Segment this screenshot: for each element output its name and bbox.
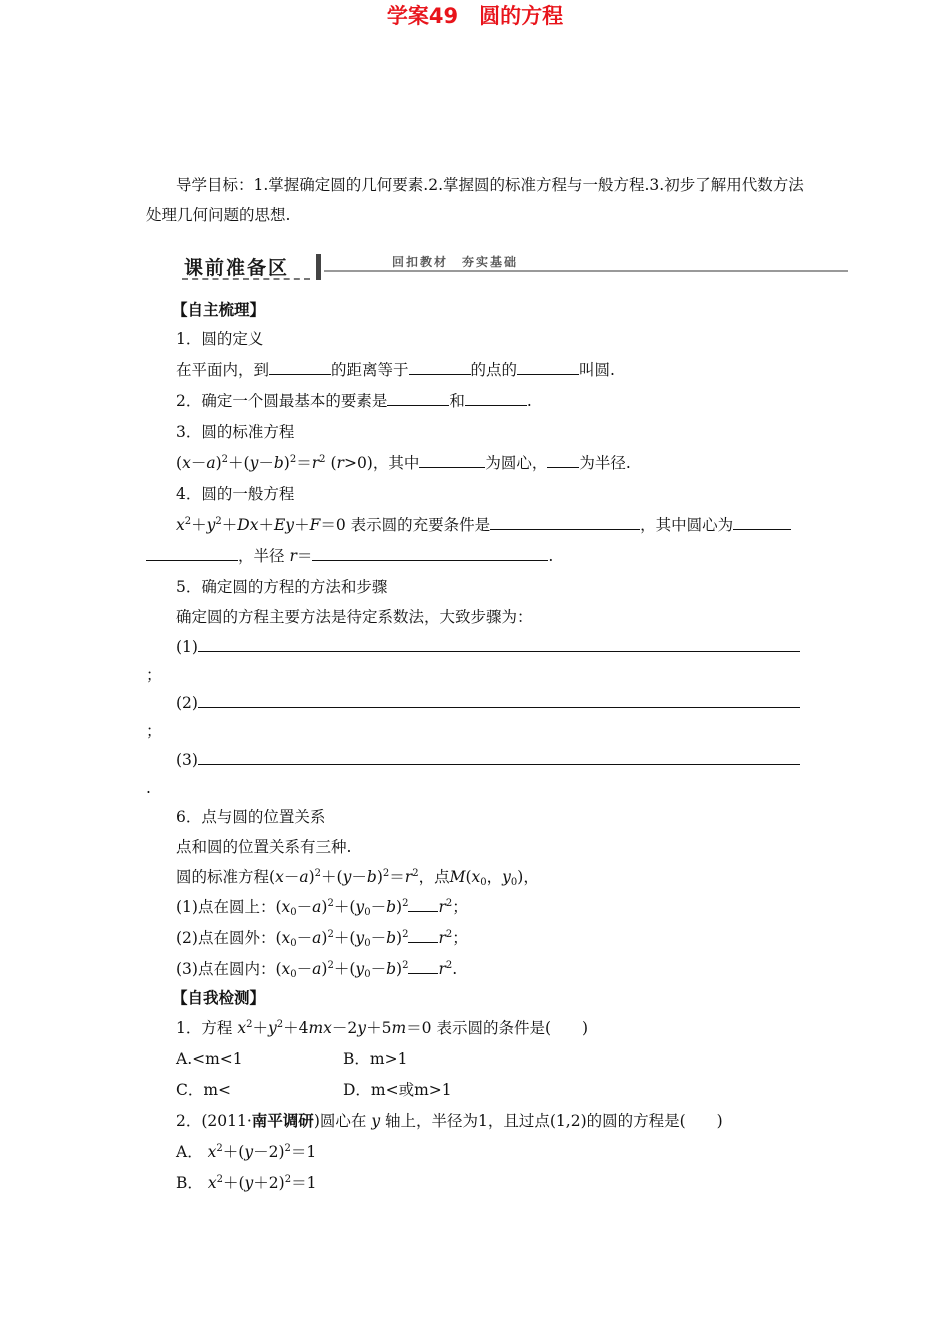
step3: (3)	[176, 749, 800, 771]
question-1: 1．方程 $x^2+y^2+4mx-2y+5m=0$ 表示圆的条件是( )	[176, 1019, 589, 1037]
page-title: 学案49 圆的方程	[386, 4, 564, 28]
objectives: 导学目标：1.掌握确定圆的几何要素.2.掌握圆的标准方程与一般方程.3.初步了解用代数方法处理几何问题的思想.	[146, 176, 804, 224]
step3-end: .	[146, 779, 151, 797]
position-in: (3)点在圆内：$(x_0-a)^2+(y_0-b)^2$ $r^2$.	[176, 960, 458, 980]
step1-end: ；	[146, 666, 162, 684]
q2-option-a: A． $x^2+(y-2)^2=1$	[176, 1143, 317, 1161]
q1-option-d: D．m<或m>1	[343, 1081, 452, 1099]
item3-title: 3．圆的标准方程	[176, 423, 295, 441]
q1-option-a: A.<m<1	[176, 1050, 243, 1068]
item1-title: 1．圆的定义	[176, 330, 264, 348]
step2-end: ；	[146, 722, 162, 740]
item4-text-cont: ，半径 r＝ .	[146, 545, 553, 567]
item6-title: 6．点与圆的位置关系	[176, 808, 326, 826]
band-underline	[182, 278, 310, 280]
item1-text: 在平面内，到 的距离等于 的点的 叫圆.	[176, 361, 615, 379]
item4-text: $x^2+y^2+Dx+Ey+F=0$ 表示圆的充要条件是 ，其中圆心为	[176, 514, 791, 536]
item6-text: 点和圆的位置关系有三种.	[176, 838, 352, 856]
band-title: 课前准备区	[184, 257, 290, 279]
item3-text: $(x-a)^2+(y-b)^2=r^2$ (r>0)，其中 为圆心， 为半径.	[176, 454, 631, 472]
q1-option-c: C．m<	[176, 1081, 232, 1099]
item4-title: 4．圆的一般方程	[176, 485, 295, 503]
band-subtitle: 回扣教材 夯实基础	[392, 255, 519, 269]
q1-option-b: B．m>1	[343, 1050, 408, 1068]
step2: (2)	[176, 692, 800, 714]
band-divider	[316, 254, 321, 280]
band-rule	[324, 270, 848, 272]
step1: (1)	[176, 636, 800, 658]
heading-self-test: 【自我检测】	[172, 989, 266, 1007]
section-band	[176, 252, 848, 282]
heading-self-review: 【自主梳理】	[172, 301, 266, 319]
item6-equation: 圆的标准方程$(x-a)^2+(y-b)^2=r^2$，点$M(x_0$，$y_0$)，	[176, 868, 539, 888]
item5-title: 5．确定圆的方程的方法和步骤	[176, 578, 388, 596]
item5-text: 确定圆的方程主要方法是待定系数法，大致步骤为：	[176, 608, 533, 626]
item2-text: 2．确定一个圆最基本的要素是 和 .	[176, 392, 532, 410]
position-on: (1)点在圆上：$(x_0-a)^2+(y_0-b)^2$ $r^2$；	[176, 898, 468, 918]
q2-option-b: B． $x^2+(y+2)^2=1$	[176, 1174, 317, 1192]
question-2: 2．(2011·南平调研)圆心在 y 轴上，半径为1，且过点(1,2)的圆的方程是( )	[176, 1112, 723, 1130]
position-out: (2)点在圆外：$(x_0-a)^2+(y_0-b)^2$ $r^2$；	[176, 929, 468, 949]
